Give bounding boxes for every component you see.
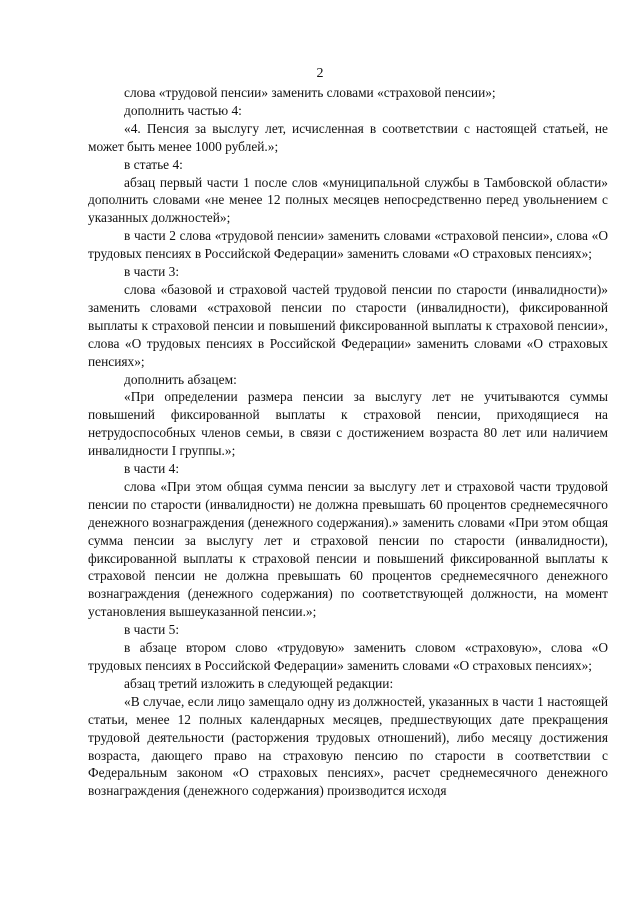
paragraph: «При определении размера пенсии за выслугу лет не учитываются суммы повышений фиксированной выплаты к страховой пенсии, приходящиеся на нетрудоспособных членов семьи, в связи с достижением возраста 80 лет или наличием инвалидности I группы.»; (88, 389, 608, 459)
paragraph: в статье 4: (124, 156, 183, 172)
paragraph: слова «базовой и страховой частей трудовой пенсии по старости (инвалидности)» заменить словами «страховой пенсии по старости (инвалидности), фиксированной выплаты к страховой пенсии и повышений фиксированной выплаты к страховой пенсии», слова «О трудовых пенсиях в Российской Федерации» заменить словами «О страховых пенсиях»; (88, 281, 608, 369)
paragraph: в части 3: (124, 264, 180, 280)
paragraph: «4. Пенсия за выслугу лет, исчисленная в соответствии с настоящей статьей, не может быть менее 1000 рублей.»; (88, 120, 608, 154)
paragraph: «В случае, если лицо замещало одну из должностей, указанных в части 1 настоящей статьи, менее 12 полных календарных месяцев, предшествующих дате прекращения трудовой деятельности (расторжения трудовых отношений), либо месяцу достижения возраста, дающего право на страховую пенсию по старости в соответствии с Федеральным законом «О страховых пенсиях», расчет среднемесячного денежного вознаграждения (денежного содержания) производится исходя (88, 693, 608, 799)
paragraph: абзац первый части 1 после слов «муниципальной службы в Тамбовской области» дополнить словами «не менее 12 полных месяцев непосредственно перед увольнением с указанных должностей»; (88, 174, 608, 226)
page-number: 2 (316, 66, 324, 81)
paragraph: дополнить абзацем: (124, 371, 237, 387)
paragraph: в части 5: (124, 622, 180, 638)
paragraph: в части 4: (124, 461, 180, 477)
paragraph: в части 2 слова «трудовой пенсии» заменить словами «страховой пенсии», слова «О трудовых пенсиях в Российской Федерации» заменить словами «О страховых пенсиях»; (88, 228, 608, 262)
paragraph: в абзаце втором слово «трудовую» заменить словом «страховую», слова «О трудовых пенсиях в Российской Федерации» заменить словами «О страховых пенсиях»; (88, 640, 608, 673)
paragraph: слова «При этом общая сумма пенсии за выслугу лет и страховой части трудовой пенсии по старости (инвалидности) не должна превышать 60 процентов среднемесячного денежного вознаграждения (денежного содержания).» заменить словами «При этом общая сумма пенсии за выслугу лет и страховой пенсии по старости (инвалидности), фиксированной выплаты к страховой пенсии и повышений фиксированной выплаты к страховой пенсии не должна превышать 60 процентов среднемесячного денежного вознаграждения (денежного содержания) по соответствующей должности, на момент установления вышеуказанной пенсии.»; (88, 478, 608, 620)
document-body (88, 84, 608, 800)
paragraph: слова «трудовой пенсии» заменить словами «страховой пенсии»; (124, 85, 496, 100)
paragraph: абзац третий изложить в следующей редакции: (124, 675, 394, 691)
paragraph: дополнить частью 4: (124, 102, 242, 118)
